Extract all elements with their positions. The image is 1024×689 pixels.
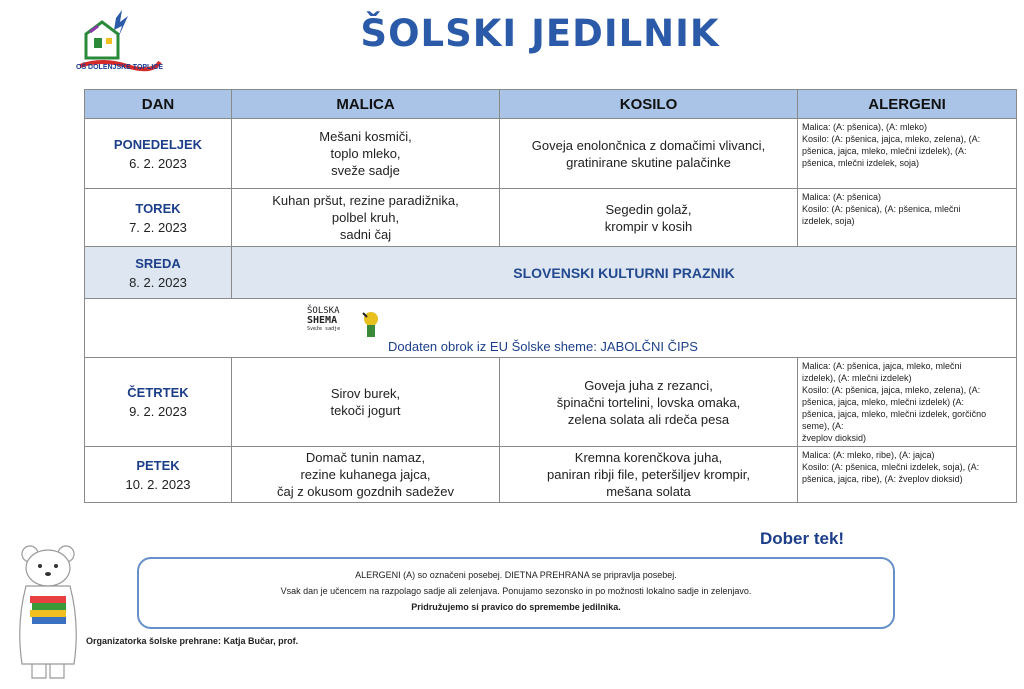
- alergeni-line: pšenica, jajca, mleko, mlečni izdelek, gorčično seme), (A:: [802, 409, 987, 431]
- day-date: 6. 2. 2023: [129, 155, 187, 171]
- day-cell: [85, 247, 232, 299]
- alergeni-line: pšenica, jajca, mleko, mlečni izdelek), (A:: [802, 146, 967, 156]
- kosilo-line: zelena solata ali rdeča pesa: [567, 411, 730, 427]
- alergeni-line: pšenica, jajca, mleko, mlečni izdelek) (A:: [802, 397, 965, 407]
- malica-line: sadni čaj: [339, 227, 392, 242]
- alergeni-cell: [798, 119, 1017, 189]
- kosilo-line: paniran ribji file, peteršiljev krompir,: [546, 467, 751, 482]
- alergeni-cell: [798, 358, 1017, 447]
- kosilo-cell: [500, 358, 798, 447]
- malica-line: čaj z okusom gozdnih sadežev: [276, 484, 455, 499]
- alergeni-cell: [798, 189, 1017, 247]
- malica-line: tekoči jogurt: [330, 403, 401, 418]
- scheme-logo-line: ŠOLSKA: [307, 306, 340, 316]
- day-name: SREDA: [135, 255, 181, 271]
- day-cell: [85, 119, 232, 189]
- alergeni-line: Malica: (A: pšenica, jajca, mleko, mlečni: [802, 361, 962, 371]
- malica-line: sveže sadje: [331, 163, 400, 178]
- day-name: PONEDELJEK: [113, 136, 203, 152]
- day-date: 7. 2. 2023: [129, 219, 187, 235]
- school-logo-text: OŠ DOLENJSKE TOPLICE: [76, 64, 163, 71]
- extra-meal-text: Dodaten obrok iz EU Šolske sheme: JABOLČNI ČIPS: [388, 339, 698, 354]
- malica-line: rezine kuhanega jajca,: [300, 467, 431, 482]
- day-date: 10. 2. 2023: [125, 476, 191, 492]
- day-name: ČETRTEK: [127, 385, 189, 400]
- table-row-holiday: [85, 247, 1017, 299]
- table-row-extra: [85, 299, 1017, 358]
- scheme-logo-line: Sveže sadje: [307, 326, 341, 332]
- school-scheme-logo: [307, 305, 387, 345]
- scheme-logo-line: SHEMA: [307, 315, 338, 326]
- kosilo-line: krompir v kosih: [604, 218, 693, 234]
- table-row: [85, 189, 1017, 247]
- alergeni-line: Kosilo: (A: pšenica, jajca, mleko, zelena), (A:: [802, 385, 981, 395]
- malica-line: Domač tunin namaz,: [305, 450, 426, 465]
- alergeni-line: pšenica, mlečni izdelek, soja): [802, 158, 920, 168]
- alergeni-line: Malica: (A: pšenica): [802, 192, 882, 202]
- kosilo-line: Segedin golaž,: [605, 201, 692, 217]
- alergeni-line: Malica: (A: pšenica), (A: mleko): [802, 122, 928, 132]
- kosilo-line: špinačni tortelini, lovska omaka,: [556, 394, 741, 410]
- kosilo-cell: [500, 119, 798, 189]
- holiday-label: SLOVENSKI KULTURNI PRAZNIK: [232, 247, 1017, 299]
- alergeni-line: Kosilo: (A: pšenica, jajca, mleko, zelena), (A:: [802, 134, 981, 144]
- day-name: TOREK: [135, 200, 181, 216]
- extra-meal-cell: [85, 299, 1017, 358]
- alergeni-line: Kosilo: (A: pšenica), (A: pšenica, mlečni: [802, 204, 961, 214]
- kosilo-cell: [500, 447, 798, 503]
- header-malica: MALICA: [232, 90, 500, 119]
- info-line: Vsak dan je učencem na razpolago sadje ali zelenjava. Ponujamo sezonsko in po možnosti lokalno sadje in zelenjavo.: [280, 586, 752, 596]
- header-kosilo: KOSILO: [500, 90, 798, 119]
- alergeni-line: izdelek), (A: mlečni izdelek): [802, 373, 912, 383]
- day-cell: [85, 358, 232, 447]
- kosilo-line: Kremna korenčkova juha,: [574, 450, 723, 465]
- alergeni-line: izdelek, soja): [802, 216, 855, 226]
- alergeni-cell: [798, 447, 1017, 503]
- malica-line: polbel kruh,: [331, 210, 400, 225]
- malica-cell: [232, 447, 500, 503]
- organizer-text: Organizatorka šolske prehrane: Katja Bučar, prof.: [86, 636, 299, 646]
- alergeni-line: Malica: (A: mleko, ribe), (A: jajca): [802, 450, 935, 460]
- malica-line: Kuhan pršut, rezine paradižnika,: [272, 193, 459, 208]
- alergeni-line: pšenica, jajca, ribe), (A: žveplov dioksid): [802, 474, 963, 484]
- alergeni-line: Kosilo: (A: pšenica, mlečni izdelek, soja), (A:: [802, 462, 980, 472]
- alergeni-line: žveplov dioksid): [802, 433, 867, 443]
- malica-cell: [232, 189, 500, 247]
- day-date: 9. 2. 2023: [129, 404, 187, 419]
- header-dan: DAN: [85, 90, 232, 119]
- malica-cell: [232, 358, 500, 447]
- table-row: [85, 358, 1017, 447]
- page-title: ŠOLSKI JEDILNIK: [360, 12, 720, 55]
- day-cell: [85, 189, 232, 247]
- header-alergeni: ALERGENI: [798, 90, 1017, 119]
- day-date: 8. 2. 2023: [129, 274, 187, 290]
- kosilo-line: gratinirane skutine palačinke: [566, 154, 731, 170]
- menu-table: [84, 89, 1017, 503]
- table-header: [85, 90, 1017, 119]
- malica-cell: [232, 119, 500, 189]
- kosilo-line: Goveja juha z rezanci,: [584, 377, 713, 393]
- kosilo-line: mešana solata: [606, 484, 691, 499]
- dober-tek-text: Dober tek!: [760, 529, 845, 548]
- info-box: [137, 557, 895, 629]
- day-name: PETEK: [136, 457, 180, 473]
- kosilo-line: Goveja enolončnica z domačimi vlivanci,: [531, 137, 766, 153]
- info-line: Pridružujemo si pravico do spremembe jedilnika.: [411, 602, 621, 612]
- malica-line: Sirov burek,: [330, 386, 401, 401]
- bear-illustration: [8, 544, 88, 684]
- day-cell: [85, 447, 232, 503]
- malica-line: toplo mleko,: [330, 146, 401, 161]
- kosilo-cell: [500, 189, 798, 247]
- info-line: ALERGENI (A) so označeni posebej. DIETNA PREHRANA se pripravlja posebej.: [355, 570, 677, 580]
- table-row: [85, 119, 1017, 189]
- malica-line: Mešani kosmiči,: [319, 129, 412, 144]
- table-row: [85, 447, 1017, 503]
